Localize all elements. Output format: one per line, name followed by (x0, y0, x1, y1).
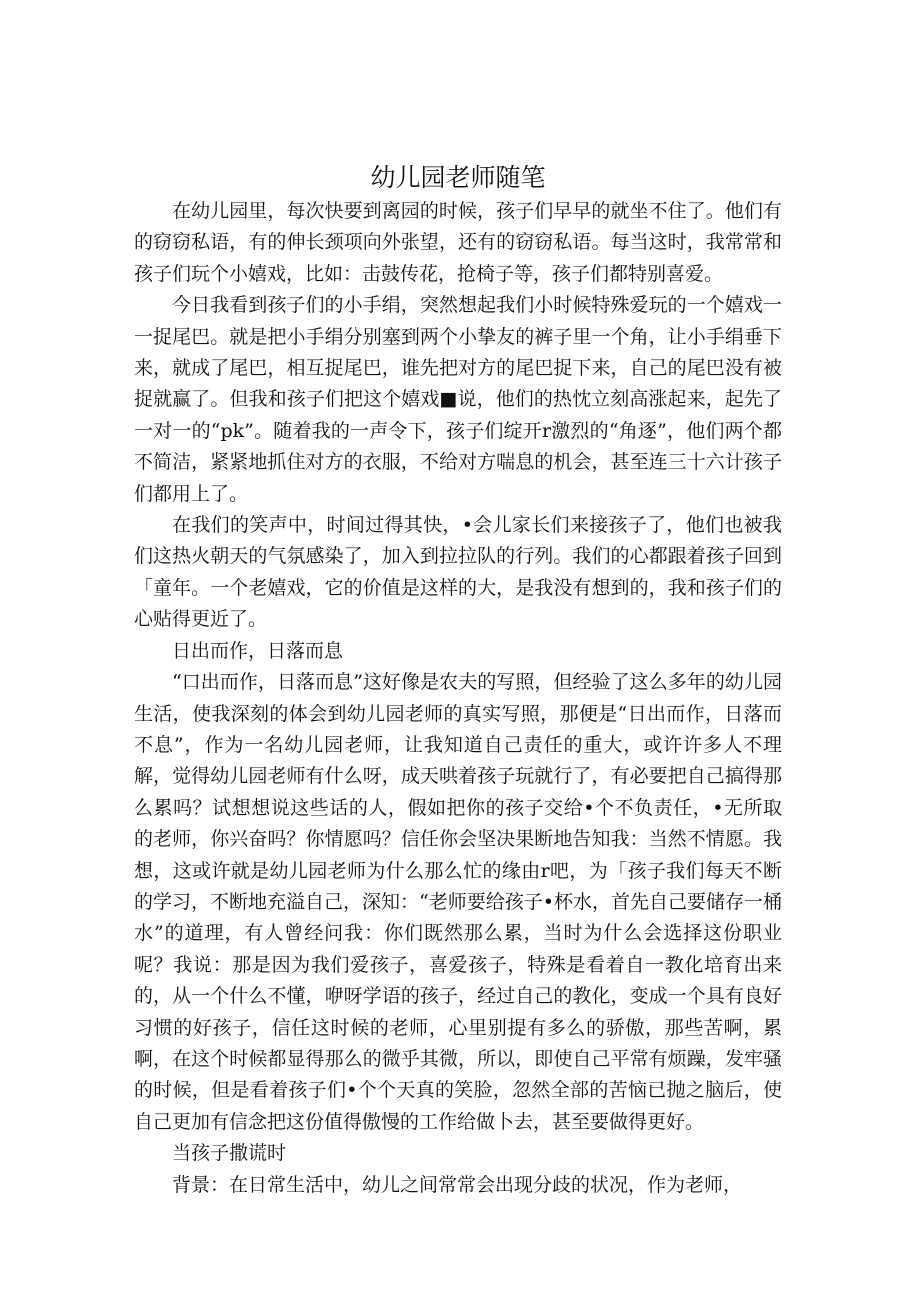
paragraph-4: “口出而作，日落而息”这好像是农夫的写照，但经验了这么多年的幼儿园生活，使我深刻的体会到幼儿园老师的真实写照，那便是“日出而作，日落而不息”，作为一名幼儿园老师，让我知道自己责任的重大，或许许多人不理解，觉得幼儿园老师有什么呀，成天哄着孩子玩就行了，有必要把自己搞得那么累吗？试想想说这些话的人，假如把你的孩子交给•个不负责任，•无所取的老师，你兴奋吗？你情愿吗？信任你会坚决果断地告知我：当然不情愿。我想，这或许就是幼儿园老师为什么那么忙的缘由r吧，为「孩子我们每天不断的学习，不断地充溢自己，深知：“老师要给孩子•杯水，首先自己要储存一桶水”的道理，有人曾经问我：你们既然那么累，当时为什么会选择这份职业呢？我说：那是因为我们爱孩子，喜爱孩子，特殊是看着自一教化培育出来的，从一个什么不懂，咿呀学语的孩子，经过自己的教化，变成一个具有良好习惯的好孩子，信任这时候的老师，心里别提有多么的骄傲，那些苦啊，累啊，在这个时候都显得那么的微乎其微，所以，即使自己平常有烦躁，发牢骚的时候，但是看着孩子们•个个天真的笑脸，忽然全部的苦恼已抛之脑后，使自己更加有信念把这份值得傲慢的工作给做卜去，甚至要做得更好。 (134, 671, 782, 1133)
paragraph-1: 在幼儿园里，每次快要到离园的时候，孩子们早早的就坐不住了。他们有的窃窃私语，有的伸长颈项向外张望，还有的窃窃私语。每当这时，我常常和孩子们玩个小嬉戏，比如：击鼓传花，抢椅子等，孩子们都特别喜爱。 (134, 200, 782, 285)
section-heading-sunrise: 日出而作，日落而息 (172, 639, 344, 662)
paragraph-2: 今日我看到孩子们的小手绢，突然想起我们小时候特殊爱玩的一个嬉戏一一捉尾巴。就是把小手绢分别塞到两个小挚友的裤子里一个角，让小手绢垂下来，就成了尾巴，相互捉尾巴，谁先把对方的尾巴捉下来，自己的尾巴没有被捉就赢了。但我和孩子们把这个嬉戏■说，他们的热忱立刻高涨起来，起先了一对一的“pk”。随着我的一声令下，孩子们绽开r激烈的“角逐”，他们两个都不简洁，紧紧地抓住对方的衣服，不给对方喘息的机会，甚至连三十六计孩子们都用上了。 (134, 294, 782, 505)
paragraph-5: 背景：在日常生活中，幼儿之间常常会出现分歧的状况，作为老师， (172, 1173, 743, 1196)
document-body (134, 160, 782, 1201)
section-heading-lying: 当孩子撒谎时 (172, 1142, 287, 1165)
paragraph-3: 在我们的笑声中，时间过得其快，•会儿家长们来接孩子了，他们也被我们这热火朝天的气氛感染了，加入到拉拉队的行列。我们的心都跟着孩子回到「童年。一个老嬉戏，它的价值是这样的大，是我没有想到的，我和孩子们的心贴得更近了。 (134, 514, 782, 631)
document-title: 幼儿园老师随笔 (370, 163, 546, 192)
